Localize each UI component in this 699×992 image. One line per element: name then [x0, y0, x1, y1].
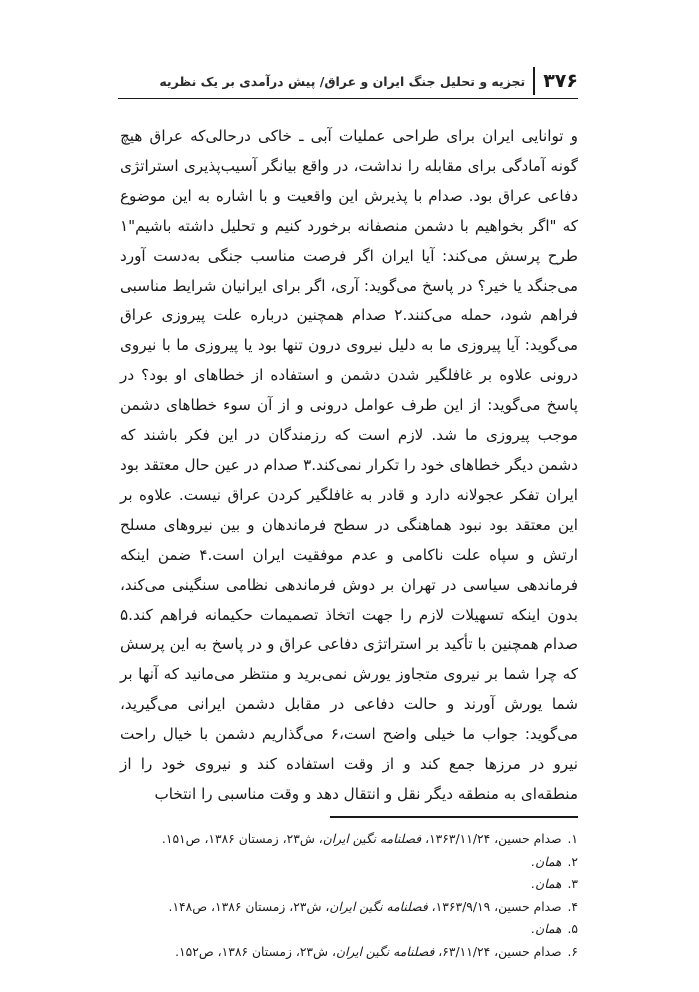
- footnote-journal: فصلنامه نگین ایران: [329, 899, 428, 914]
- footnote-details: ، ش۲۳، زمستان ۱۳۸۶، ص۱۵۱.: [161, 832, 323, 846]
- footnote-divider: [330, 816, 578, 818]
- footnote-journal: همان.: [531, 854, 562, 869]
- footnote: [120, 896, 578, 919]
- footnote: [120, 828, 578, 851]
- footnotes: [120, 828, 578, 963]
- footnote: [120, 851, 578, 874]
- footnote-details: ، ش۲۳، زمستان ۱۳۸۶، ص۱۵۲.: [175, 944, 336, 959]
- footnote-number: ۳.: [567, 877, 578, 891]
- footnote-number: ۵.: [567, 922, 578, 936]
- footnote-source: صدام حسین، ۱۳۶۳/۱۱/۲۴،: [421, 832, 562, 846]
- header-divider: [118, 98, 578, 99]
- body-paragraph: و توانایی ایران برای طراحی عملیات آبی ـ خاکی درحالی‌که عراق هیچ گونه آمادگی برای مقابله را نداشت، در واقع بیانگر آسیب‌پذیری استراتژی دفاعی عراق بود. صدام با پذیرش این واقعیت و با اشاره به این موضوع که "اگر بخواهیم با دشمن منصفانه برخورد کنیم و تحلیل داشته باشیم"۱ طرح پرسش می‌کند: آیا ایران اگر فرصت مناسب جنگی به‌دست آورد می‌جنگد یا خیر؟ در پاسخ می‌گوید: آری، اگر برای ایرانیان شرایط مناسبی فراهم شود، حمله می‌کنند.۲ صدام همچنین درباره علت پیروزی عراق می‌گوید: آیا پیروزی ما به دلیل نیروی درون تنها بود یا پیروزی ما با نیروی درونی علاوه بر غافلگیر شدن دشمن و استفاده از خطاهای او بود؟ در پاسخ می‌گوید: از این طرف عوامل درونی و از آن سوء خطاهای دشمن موجب پیروزی ما شد. لازم است که رزمندگان در این فکر باشند که دشمن دیگر خطاهای خود را تکرار نمی‌کند.۳ صدام در عین حال معتقد بود ایران تفکر عجولانه دارد و قادر به غافلگیر کردن عراق نیست. علاوه بر این معتقد بود نبود هماهنگی در سطح فرماندهان و بین نیروهای مسلح ارتش و سپاه علت ناکامی و عدم موفقیت ایران است.۴ ضمن اینکه فرماندهی سیاسی در تهران بر دوش فرماندهی نظامی سنگینی می‌کند، بدون اینکه تسهیلات لازم را جهت اتخاذ تصمیمات حکیمانه فراهم کند.۵ صدام همچنین با تأکید بر استراتژی دفاعی عراق و در پاسخ به این پرسش که چرا شما بر نیروی متجاوز یورش نمی‌برید و منتظر می‌مانید که آنها بر شما یورش آورند و حالت دفاعی در مقابل دشمن ایرانی می‌گیرید، می‌گوید: جواب ما خیلی واضح است،۶ می‌گذاریم دشمن با خیال راحت نیرو در مرزها جمع کند و از وقت استفاده کند و نیروی خود را از منطقه‌ای به منطقه دیگر نقل و انتقال دهد و وقت مناسبی را انتخاب: [120, 127, 579, 803]
- page-number: ۳۷۶: [533, 67, 578, 95]
- footnote-journal: فصلنامه نگین ایران: [322, 832, 422, 846]
- footnote-journal: همان.: [531, 922, 562, 936]
- footnote-source: صدام حسین، ۱۳۶۳/۹/۱۹،: [427, 899, 562, 914]
- running-title: تجزیه و تحلیل جنگ ایران و عراق/ پیش درآمدی بر یک نظریه: [159, 73, 526, 89]
- footnote: [120, 941, 578, 964]
- footnote: [120, 873, 578, 896]
- footnote-journal: همان.: [531, 877, 562, 891]
- footnote-number: ۱.: [567, 832, 578, 846]
- footnote-source: صدام حسین، ۶۳/۱۱/۲۴،: [434, 944, 562, 959]
- footnote-number: ۲.: [567, 854, 578, 869]
- footnote: [120, 918, 578, 941]
- footnote-number: ۴.: [567, 899, 578, 914]
- footnote-journal: فصلنامه نگین ایران: [335, 944, 435, 959]
- main-text: [120, 122, 579, 803]
- footnote-details: ، ش۲۳، زمستان ۱۳۸۶، ص۱۴۸.: [168, 899, 330, 914]
- footnote-number: ۶.: [567, 944, 578, 959]
- page-header: [118, 66, 578, 96]
